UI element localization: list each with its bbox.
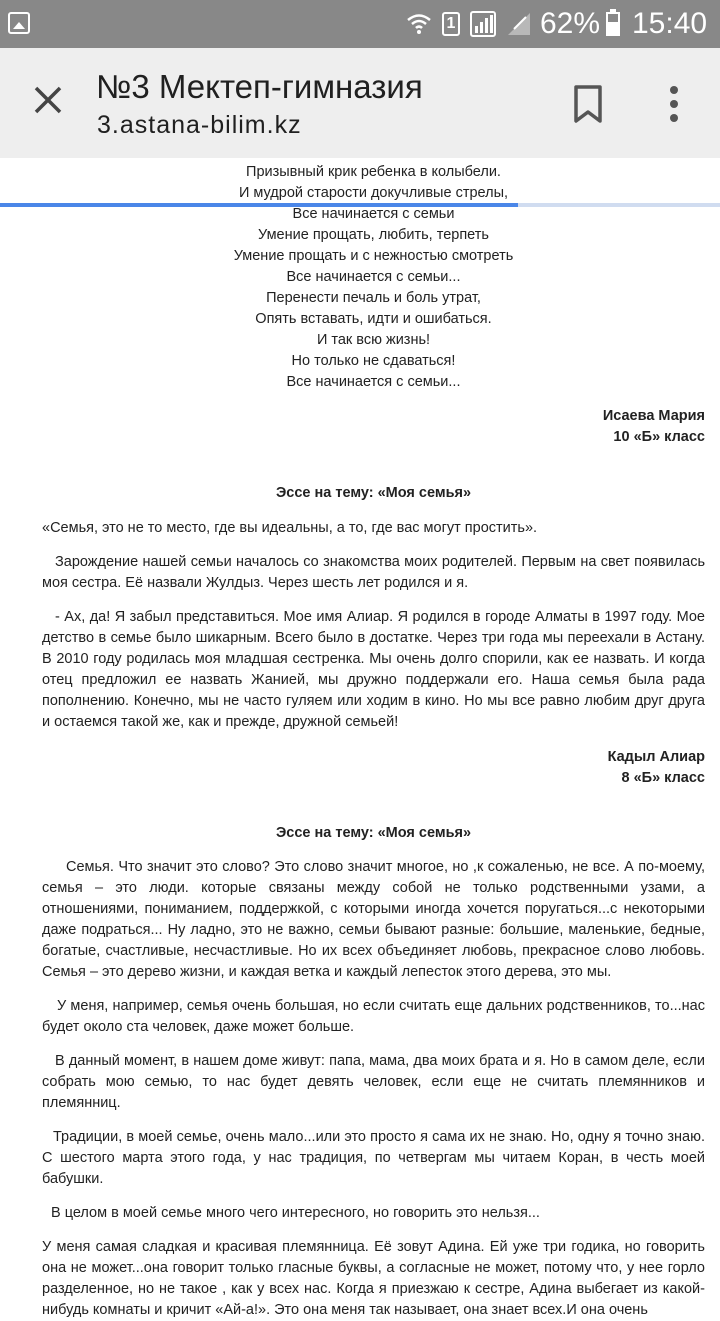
close-icon[interactable] xyxy=(26,78,70,122)
more-vert-icon[interactable] xyxy=(660,84,688,124)
poem-line: Все начинается с семьи... xyxy=(286,374,461,390)
essay-title: Эссе на тему: «Моя семья» xyxy=(275,485,472,501)
status-bar xyxy=(0,0,720,48)
wifi-icon xyxy=(406,11,432,37)
poem-line: Все начинается с семьи xyxy=(292,206,455,222)
custom-tab-toolbar xyxy=(0,48,720,158)
battery-percent: 62% xyxy=(540,7,601,40)
battery-level xyxy=(608,22,618,34)
poem-line: Умение прощать, любить, терпеть xyxy=(258,227,489,243)
sim-icon: 1 xyxy=(442,12,460,36)
signal-icon xyxy=(470,11,496,37)
paragraph: Традиции, в моей семье, очень мало...или это просто я сама их не знаю. Но, одну я точно знаю. С шестого марта этого года, у нас традиция, по четвергам мы читаем Коран, в честь моей бабушки. xyxy=(42,1129,705,1187)
poem-line: Но только не сдаваться! xyxy=(291,353,456,369)
paragraph: У меня самая сладкая и красивая племянница. Её зовут Адина. Ей уже три годика, но говорить она не может...она говорит только гласные буквы, а согласные не может, потому что, у нее горло разделенное, но не такое , как у всех нас. Когда я приезжаю к сестре, Адина выбегает из какой-нибудь комнаты и кричит «Ай-а!». Это она меня так называет, она знает всех.И она очень xyxy=(42,1239,705,1318)
signal-empty-icon xyxy=(506,11,532,37)
page-title: №3 Мектеп-гимназия xyxy=(96,68,423,105)
poem-line: Опять вставать, идти и ошибаться. xyxy=(255,311,492,327)
poem-line: И мудрой старости докучливые стрелы, xyxy=(238,185,509,201)
author-grade: 10 «Б» класс xyxy=(613,429,705,445)
essay-title: Эссе на тему: «Моя семья» xyxy=(275,825,472,841)
poem xyxy=(42,162,705,393)
paragraph: - Ах, да! Я забыл представиться. Мое имя Алиар. Я родился в городе Алматы в 1997 году. Мое детство в семье было шикарным. Всего было в достатке. Через три года мы переехали в Астану. В 2010 году родилась моя младшая сестренка. Мы очень долго спорили, как ее назвать. И когда отец предложил ее назвать Жанией, мы дружно поддержали его. Наша семья была рада пополнению. Конечно, мы не часто гуляем или ходим в кино. Но мы все равно любим друг друга и остаемся такой же, как и прежде, дружной семьей! xyxy=(42,609,705,730)
poem-line: Призывный крик ребенка в колыбели. xyxy=(246,164,501,180)
poem-line: Перенести печаль и боль утрат, xyxy=(266,290,481,306)
poem-line: И так всю жизнь! xyxy=(316,332,431,348)
gallery-icon xyxy=(8,12,30,34)
clock: 15:40 xyxy=(632,7,708,40)
paragraph: Семья. Что значит это слово? Это слово значит многое, но ,к сожаленью, не все. А по-моему, семья – это люди. которые связаны между собой не только родственными узами, а отношениями, пониманием, поддержкой, с которыми иногда хочется поругаться...с некоторыми даже подраться... Ну ладно, это не важно, семьи бывают разные: большие, маленькие, бедные, богатые, счастливые, несчастливые. Но их всех объединяет любовь, прекрасное слово любовь. Семья – это дерево жизни, и каждая ветка и каждый лепесток этого дерева, это мы. xyxy=(42,859,705,980)
article-content xyxy=(42,162,705,1321)
battery-icon xyxy=(606,12,620,36)
status-icons xyxy=(406,10,532,38)
poem-line: Все начинается с семьи... xyxy=(286,269,461,285)
paragraph: «Семья, это не то место, где вы идеальны, а то, где вас могут простить». xyxy=(42,520,538,536)
poem-line: Умение прощать и с нежностью смотреть xyxy=(233,248,514,264)
paragraph: У меня, например, семья очень большая, но если считать еще дальних родственников, то...нас будет около ста человек, даже может больше. xyxy=(42,998,705,1035)
paragraph: В целом в моей семье много чего интересного, но говорить это нельзя... xyxy=(51,1205,540,1221)
author-name: Кадыл Алиар xyxy=(607,749,705,765)
paragraph: Зарождение нашей семьи началось со знакомства моих родителей. Первым на свет появилась моя сестра. Её назвали Жулдыз. Через шесть лет родился и я. xyxy=(42,554,705,591)
author-name: Исаева Мария xyxy=(602,408,705,424)
author-grade: 8 «Б» класс xyxy=(621,770,705,786)
bookmark-icon[interactable] xyxy=(570,84,606,124)
paragraph: В данный момент, в нашем доме живут: папа, мама, два моих брата и я. Но в самом деле, если собрать мою семью, то нас будет девять человек, если еще не считать племянников и племянниц. xyxy=(42,1053,705,1111)
page-url[interactable]: 3.astana-bilim.kz xyxy=(97,111,302,139)
